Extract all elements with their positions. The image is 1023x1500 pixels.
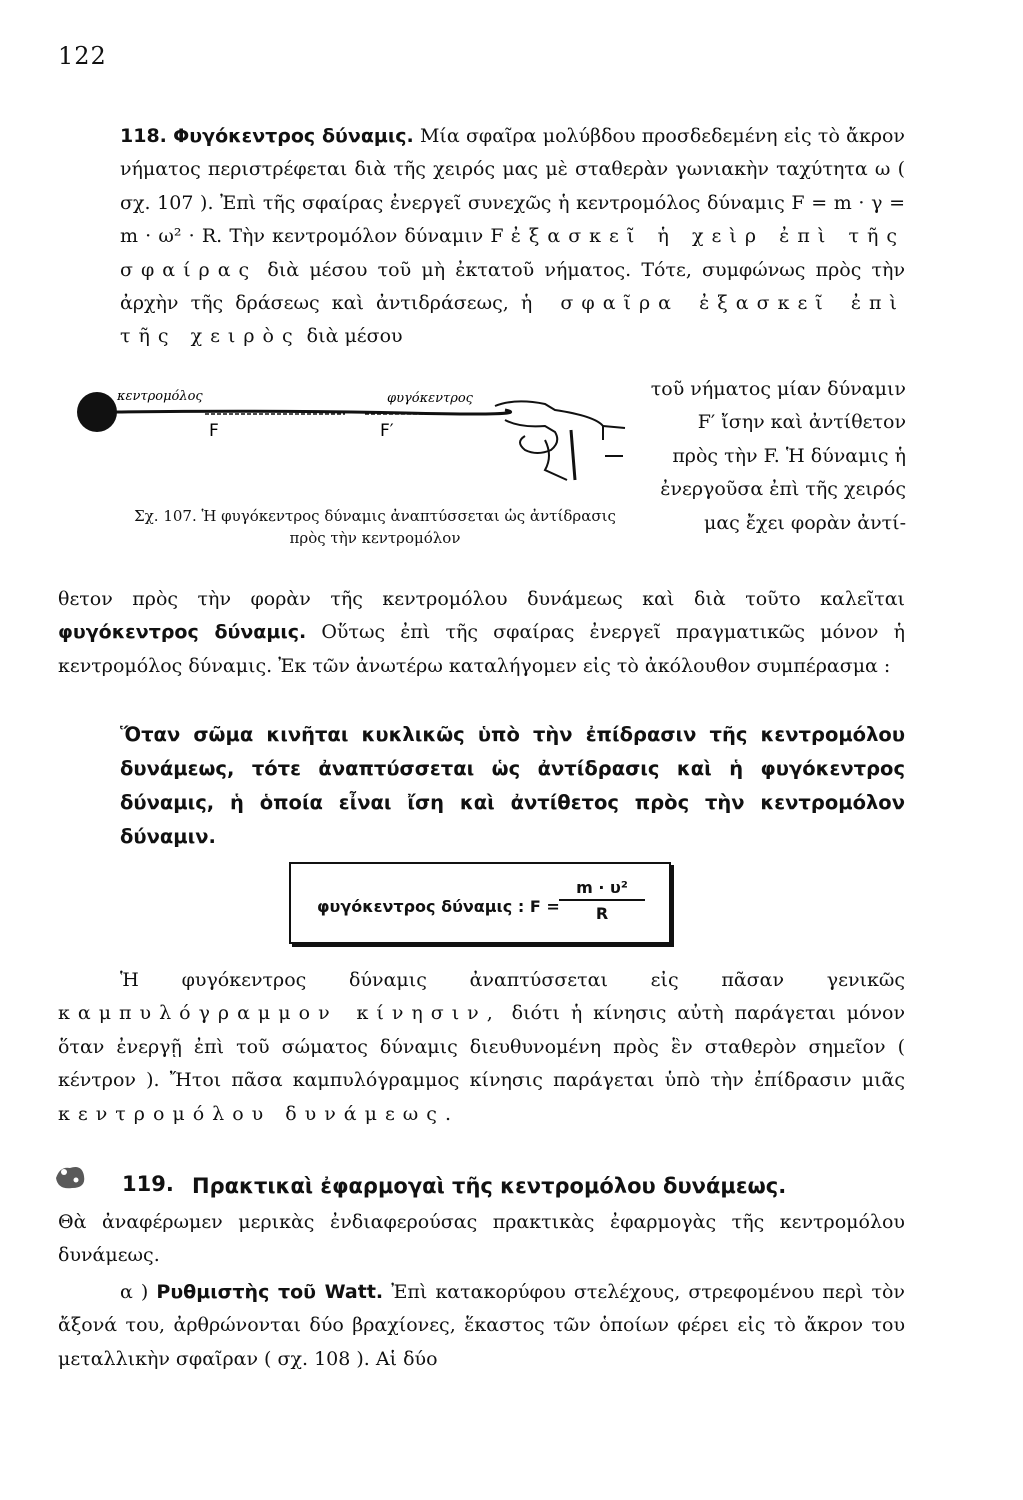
label-force-F-prime: F′	[380, 421, 394, 441]
label-centrifugal: φυγόκεντρος	[387, 391, 473, 406]
formula-box	[289, 862, 671, 944]
section-118-text-b: διὰ μέσου τοῦ μὴ ἐκτατοῦ νήματος. Τότε, συμφώνως πρὸς τὴν ἀρχὴν τῆς δράσεως καὶ ἀντιδράσεως,	[120, 258, 905, 315]
section-118-text-a: Μία σφαῖρα μολύβδου προσδεδεμένη εἰς τὸ ἄκρον νήματος περιστρέφεται διὰ τῆς χειρός μας μὲ σταθερὰν γωνιακὴν ταχύτητα ω ( σχ. 107 ). Ἐπὶ τῆς σφαίρας ἐνεργεῖ συνεχῶς ἡ κεντρομόλος δύναμις F = m · γ = m · ω² · R. Τὴν κεντρομόλον δύναμιν F	[120, 125, 905, 248]
continuation-text-a: θετον πρὸς τὴν φορὰν τῆς κεντρομόλου δυνάμεως καὶ διὰ τοῦτο καλεῖται	[58, 588, 905, 610]
centrifugal-term: φυγόκεντρος δύναμις.	[58, 621, 307, 644]
formula-fraction	[559, 878, 645, 923]
rule-statement: Ὅταν σῶμα κινῆται κυκλικῶς ὑπὸ τὴν ἐπίδρασιν τῆς κεντρομόλου δυνάμεως, τότε ἀναπτύσσεται ὡς ἀντίδρασις καὶ ἡ φυγόκεντρος δύναμις, ἡ ὁποία εἶναι ἴση καὶ ἀντίθετος πρὸς τὴν κεντρομόλον δύναμιν.	[120, 723, 905, 848]
item-a-title: Ρυθμιστὴς τοῦ Watt.	[156, 1281, 384, 1303]
curvilinear-text-a: Ἡ φυγόκεντρος δύναμις ἀναπτύσσεται εἰς πᾶσαν γενικῶς	[120, 969, 905, 991]
formula-lhs: F =	[529, 897, 560, 916]
label-centripetal: κεντρομόλος	[117, 389, 203, 404]
section-118-title: Φυγόκεντρος δύναμις.	[173, 125, 414, 147]
figure-107-drawing	[75, 380, 635, 500]
figure-107	[75, 380, 635, 500]
formula-denominator: R	[595, 904, 609, 923]
section-118-spaced-b: ἡ σφαῖρα ἐξασκεῖ ἐπὶ τῆς χειρὸς	[120, 292, 905, 348]
ink-smudge-icon	[50, 1160, 90, 1194]
section-118-spaced-a: ἐξασκεῖ ἡ χεὶρ ἐπὶ τῆς σφαίρας	[120, 225, 905, 281]
formula-label-text: φυγόκεντρος δύναμις :	[317, 897, 525, 916]
curvilinear-paragraph	[58, 964, 905, 1131]
continuation-paragraph	[58, 583, 905, 683]
lead-ball-icon	[77, 392, 117, 432]
curvilinear-spaced-b: κεντρομόλου δυνάμεως.	[58, 1102, 459, 1125]
curvilinear-text-b: διότι ἡ κίνησις αὐτὴ παράγεται μόνον ὅταν ἐνεργῇ ἐπὶ τοῦ σώματος δύναμις διευθυνομένη πρὸς ἓν σταθερὸν σημεῖον ( κέντρον ). Ἤτοι πᾶσα καμπυλόγραμμος κίνησις παράγεται ὑπὸ τὴν ἐπίδρασιν μιᾶς	[58, 1002, 906, 1092]
section-118-number: 118.	[120, 125, 167, 147]
curvilinear-spaced-a: καμπυλόγραμμον κίνησιν,	[58, 1002, 501, 1025]
section-119-title-line	[192, 1170, 905, 1204]
item-a-label: α )	[120, 1281, 149, 1303]
formula-label	[317, 897, 560, 916]
continuation-text-b: Οὕτως ἐπὶ τῆς σφαίρας ἐνεργεῖ πραγματικῶς μόνον ἡ κεντρομόλος δύναμις. Ἐκ τῶν ἀνωτέρω καταλήγομεν εἰς τὸ ἀκόλουθον συμπέρασμα :	[58, 621, 906, 677]
section-118-paragraph	[120, 120, 905, 354]
wrap-column-text: τοῦ νήματος μίαν δύναμιν F′ ἴσην καὶ ἀντίθετον πρὸς τὴν F. Ἡ δύναμις ἡ ἐνεργοῦσα ἐπὶ τῆς χειρός μας ἔχει φορὰν ἀντί-	[650, 378, 906, 534]
section-119-number: 119.	[122, 1172, 174, 1196]
item-a-text: Ἐπὶ κατακορύφου στελέχους, στρεφομένου περὶ τὸν ἄξονά του, ἀρθρώνονται δύο βραχίονες, ἕκαστος τῶν ὁποίων φέρει εἰς τὸ ἄκρον του μεταλλικὴν σφαῖραν ( σχ. 108 ). Αἱ δύο	[58, 1281, 905, 1370]
item-a-paragraph	[58, 1276, 905, 1376]
section-119-title: Πρακτικαὶ ἐφαρμογαὶ τῆς κεντρομόλου δυνάμεως.	[192, 1174, 787, 1198]
section-118-text-c: διὰ μέσου	[300, 325, 403, 348]
page-number: 122	[58, 42, 107, 70]
hand-icon	[495, 401, 625, 480]
label-force-F: F	[209, 421, 219, 441]
formula-numerator: m · υ²	[559, 878, 645, 901]
section-119-intro: Θὰ ἀναφέρωμεν μερικὰς ἐνδιαφερούσας πρακτικὰς ἐφαρμογὰς τῆς κεντρομόλου δυνάμεως.	[58, 1211, 905, 1267]
figure-107-caption: Σχ. 107. Ἡ φυγόκεντρος δύναμις ἀναπτύσσεται ὡς ἀντίδρασις πρὸς τὴν κεντρομόλον	[134, 507, 616, 547]
